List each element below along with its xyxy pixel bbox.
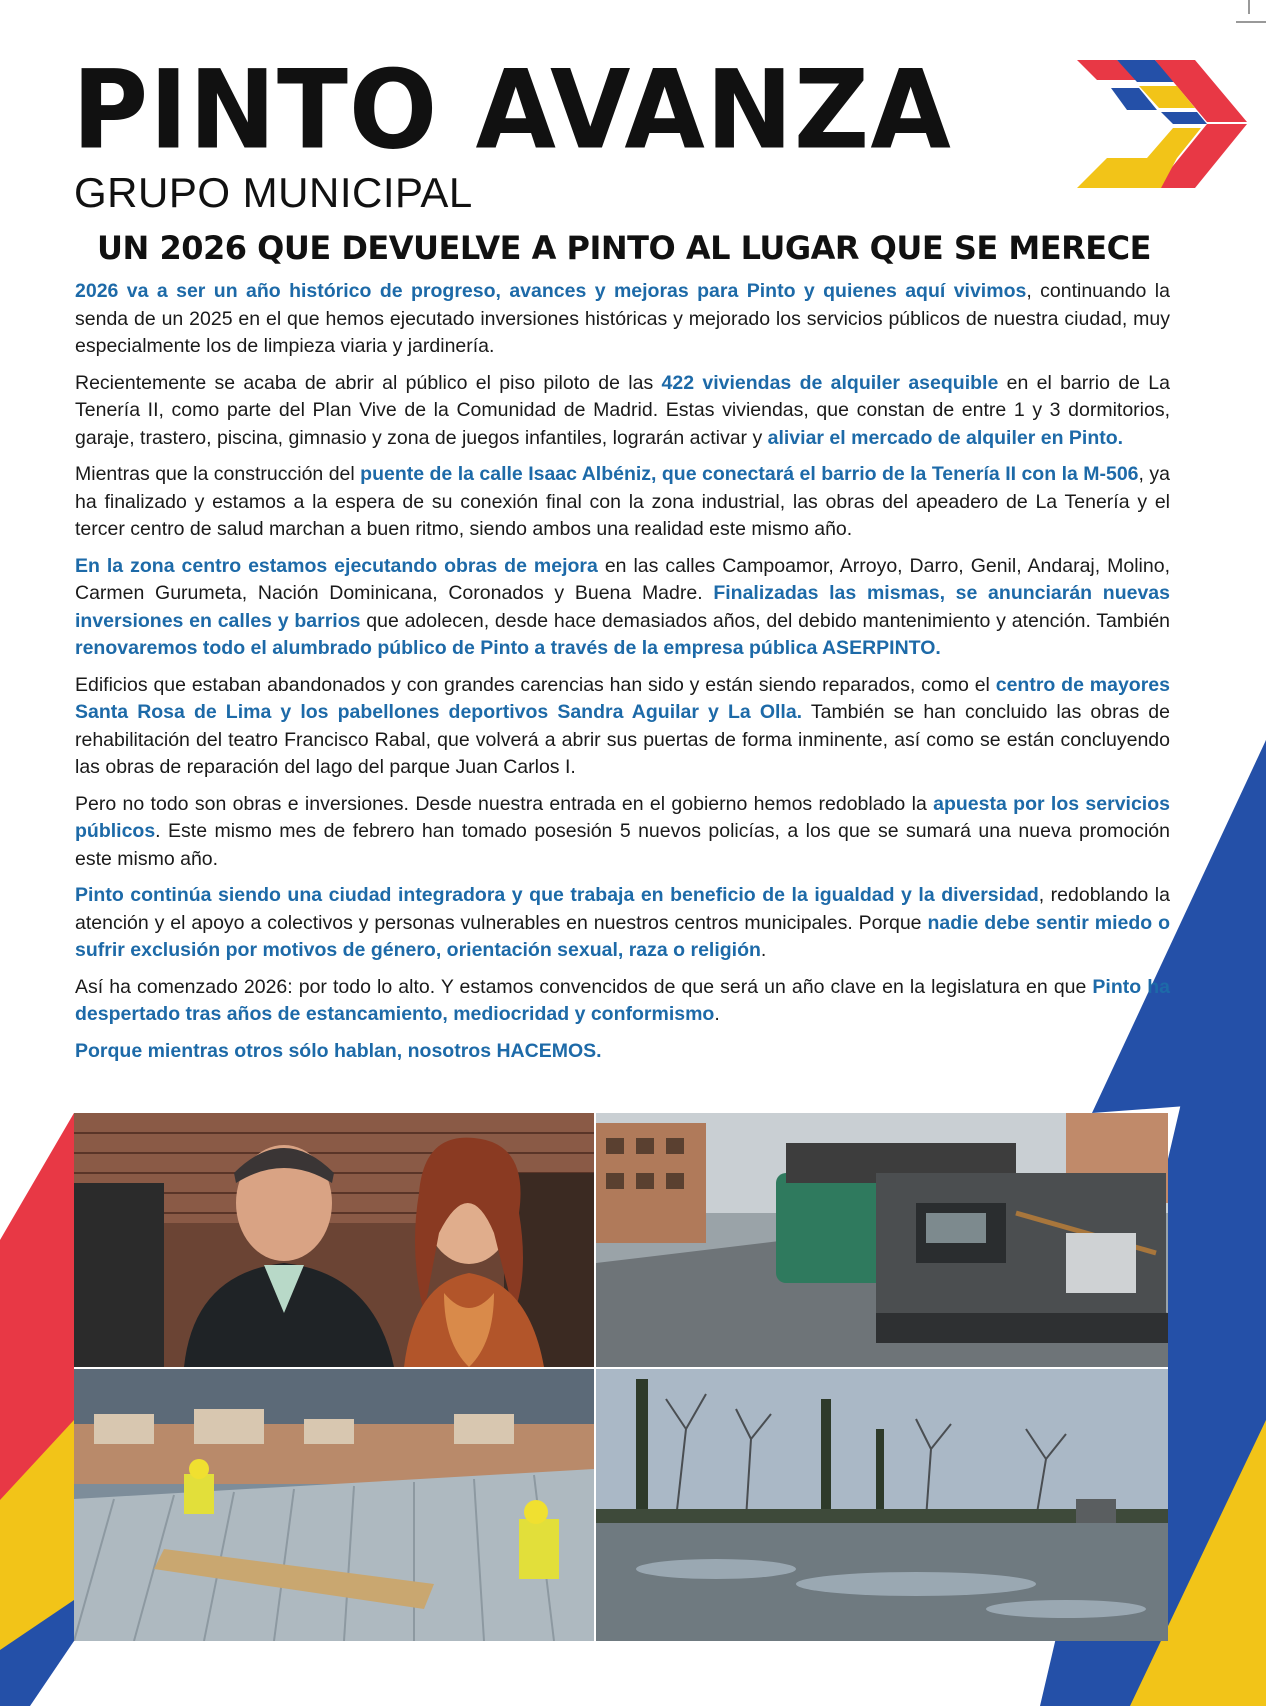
text: Recientemente se acaba de abrir al público el piso piloto de las [75, 371, 662, 394]
paragraph-7 [75, 882, 1170, 965]
text: Edificios que estaban abandonados y con grandes carencias han sido y están siendo reparados, como el [75, 673, 996, 696]
photo-street-works [596, 1113, 1168, 1367]
masthead [72, 45, 1202, 216]
highlight: Porque mientras otros sólo hablan, nosotros HACEMOS. [75, 1039, 602, 1062]
page-headline: UN 2026 QUE DEVUELVE A PINTO AL LUGAR QUE SE MERECE [97, 229, 1151, 267]
text: Pero no todo son obras e inversiones. Desde nuestra entrada en el gobierno hemos redoblado la [75, 792, 934, 815]
article-body [75, 278, 1170, 1074]
paragraph-6 [75, 791, 1170, 874]
text: , redoblando la atención y el apoyo a colectivos y personas vulnerables en nuestros centros municipales. Porque [75, 884, 1170, 934]
text: en las calles Campoamor, Arroyo, Darro, Genil, Andaraj, Molino, Carmen Gurumeta, Nación Dominicana, Coronados y Buena Madre. [75, 554, 1171, 604]
highlight: aliviar el mercado de alquiler en Pinto. [767, 426, 1124, 449]
paragraph-5 [75, 672, 1170, 782]
highlight: centro de mayores Santa Rosa de Lima y los pabellones deportivos Sandra Aguilar y La Olla. [75, 673, 1171, 723]
text: . [760, 939, 767, 961]
highlight: renovaremos todo el alumbrado público de Pinto a través de la empresa pública ASERPINTO. [75, 637, 941, 659]
highlight: Finalizadas las mismas, se anunciarán nuevas inversiones en calles y barrios [75, 582, 1170, 632]
photo-people [74, 1113, 594, 1367]
highlight: 2026 va a ser un año histórico de progreso, avances y mejoras para Pinto y quienes aquí vivimos [75, 280, 1027, 302]
highlight: Pinto continúa siendo una ciudad integradora y que trabaja en beneficio de la igualdad y la diversidad [75, 884, 1039, 906]
text: que adolecen, desde hace demasiados años, del debido mantenimiento y atención. También [360, 609, 1171, 632]
photo-roof-works [74, 1369, 594, 1641]
closing-line [75, 1038, 1170, 1066]
text: . [714, 1003, 720, 1025]
text: También se han concluido las obras de rehabilitación del teatro Francisco Rabal, que volverá a abrir sus puertas de forma inminente, así como se están concluyendo las obras de reparación del lago del parque Juan Carlos I. [75, 701, 1170, 778]
text: , continuando la senda de un 2025 en el que hemos ejecutado inversiones históricas y mejorado los servicios públicos de nuestra ciudad, muy especialmente los de limpieza viaria y jardinería. [75, 280, 1170, 357]
paragraph-4 [75, 553, 1170, 663]
highlight: nadie debe sentir miedo o sufrir exclusión por motivos de género, orientación sexual, raza o religión [75, 911, 1170, 961]
paragraph-2 [75, 370, 1170, 453]
text: , ya ha finalizado y estamos a la espera de su conexión final con la zona industrial, las obras del apeadero de La Tenería y el tercer centro de salud marchan a buen ritmo, siendo ambos una realidad este mismo año. [75, 463, 1170, 540]
photo-park-lake [596, 1369, 1168, 1641]
pinto-avanza-chevron-logo-icon [1077, 60, 1247, 190]
text: Mientras que la construcción del [75, 463, 361, 485]
paragraph-3 [75, 461, 1170, 544]
highlight: Pinto ha despertado tras años de estancamiento, mediocridad y conformismo [75, 975, 1170, 1025]
text: en el barrio de La Tenería II, como parte del Plan Vive de la Comunidad de Madrid. Estas viviendas, que constan de entre 1 y 3 dormitorios, garaje, trastero, piscina, gimnasio y zona de juegos infantiles, lograrán activar y [75, 371, 1170, 449]
brand-title: PINTO AVANZA [72, 45, 952, 174]
photo-collage [74, 1113, 1168, 1641]
highlight: En la zona centro estamos ejecutando obras de mejora [75, 554, 598, 577]
highlight: apuesta por los servicios públicos [75, 792, 1170, 842]
paragraph-1 [75, 278, 1170, 361]
text: . Este mismo mes de febrero han tomado posesión 5 nuevos policías, a los que se sumará una nueva promoción este mismo año. [75, 820, 1170, 870]
highlight: 422 viviendas de alquiler asequible [661, 371, 999, 394]
highlight: puente de la calle Isaac Albéniz, que conectará el barrio de la Tenería II con la M-506 [360, 463, 1139, 485]
brand-subtitle: GRUPO MUNICIPAL [74, 169, 473, 216]
paragraph-8 [75, 974, 1170, 1029]
text: Así ha comenzado 2026: por todo lo alto. Y estamos convencidos de que será un año clave en la legislatura en que [75, 975, 1093, 998]
